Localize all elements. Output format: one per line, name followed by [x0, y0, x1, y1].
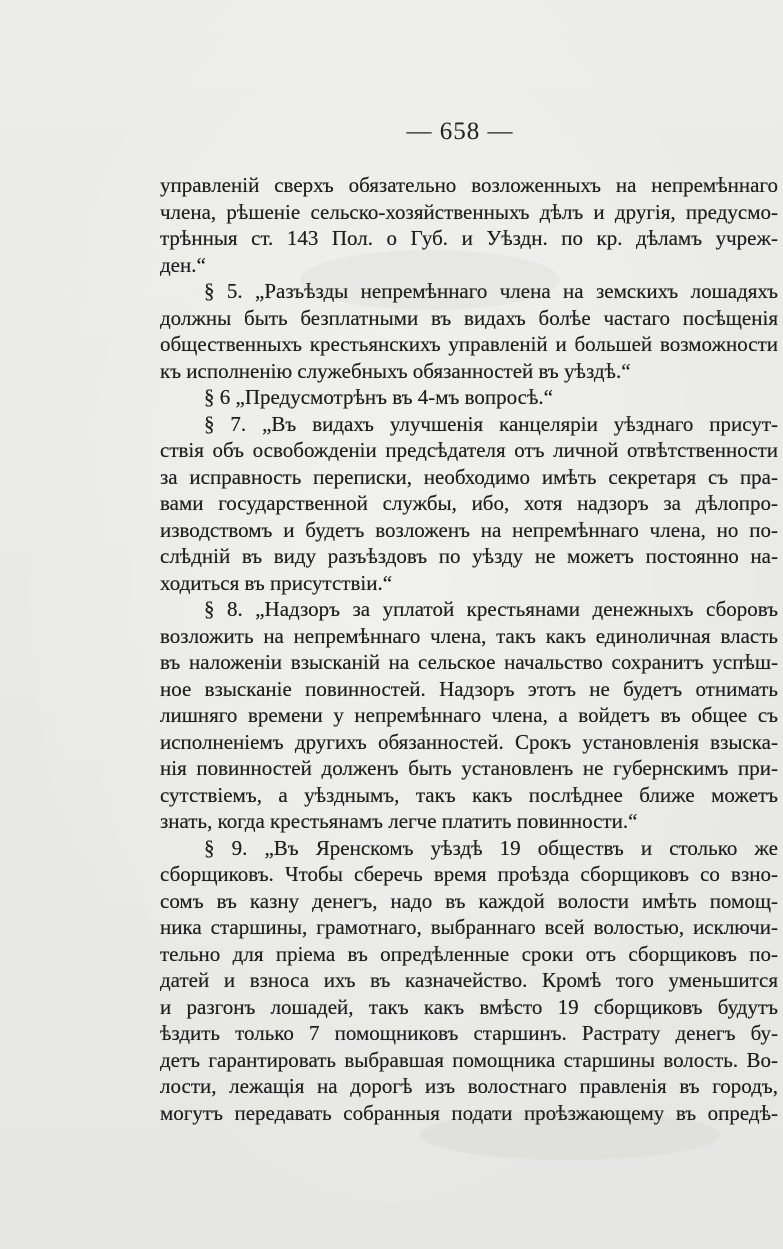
text-line: за исправность переписки, необходимо имѣть секретаря съ пра-: [160, 464, 778, 489]
text-line: тельно для пріема въ опредѣленные сроки отъ сборщиковъ по-: [160, 941, 778, 966]
text-line: детъ гарантировать выбравшая помощника старшины волость. Во-: [160, 1047, 778, 1072]
text-line: возложить на непремѣннаго члена, такъ какъ единоличная власть: [160, 623, 778, 648]
text-line: общественныхъ крестьянскихъ управленій и большей возможности: [160, 332, 778, 356]
text-line: должны быть безплатными въ видахъ болѣе частаго посѣщенія: [160, 305, 778, 330]
text-line: лишняго времени у непремѣннаго члена, а войдетъ въ общее съ: [160, 703, 778, 727]
text-line: изводствомъ и будетъ возложенъ на непремѣннаго члена, но по-: [160, 517, 778, 542]
text-line: и разгонъ лошадей, такъ какъ вмѣсто 19 сборщиковъ будутъ: [160, 994, 778, 1019]
text-line: § 9. „Въ Яренскомъ уѣздѣ 19 обществъ и столько же: [204, 835, 778, 860]
text-line: къ исполненію служебныхъ обязанностей въ уѣздѣ.“: [160, 358, 631, 383]
text-line: § 8. „Надзоръ за уплатой крестьянами денежныхъ сборовъ: [204, 597, 778, 621]
body-text: [160, 172, 778, 1126]
text-line: сомъ въ казну денегъ, надо въ каждой волости имѣть помощ-: [160, 888, 778, 913]
text-line: знать, когда крестьянамъ легче платить повинности.“: [160, 809, 638, 833]
text-line: могутъ передавать собранныя подати проѣзжающему въ опредѣ-: [160, 1100, 778, 1125]
text-line: ника старшины, грамотнаго, выбраннаго всей волостью, исключи-: [160, 915, 778, 939]
text-line: члена, рѣшеніе сельско-хозяйственныхъ дѣлъ и другія, предусмо-: [160, 199, 778, 224]
text-line: ствія объ освобожденіи предсѣдателя отъ личной отвѣтственности: [160, 438, 778, 462]
text-line: сборщиковъ. Чтобы сберечь время проѣзда сборщиковъ со взно-: [160, 862, 778, 886]
text-line: управленій сверхъ обязательно возложенныхъ на непремѣннаго: [160, 173, 778, 197]
text-line: вами государственной службы, ибо, хотя надзоръ за дѣлопро-: [160, 491, 778, 515]
text-line: трѣнныя ст. 143 Пол. о Губ. и Уѣздн. по кр. дѣламъ учреж-: [160, 226, 778, 250]
text-line: § 5. „Разъѣзды непремѣннаго члена на земскихъ лошадяхъ: [204, 279, 778, 303]
text-line: сутствіемъ, а уѣзднымъ, такъ какъ послѣднее ближе можетъ: [160, 782, 778, 807]
text-line: датей и взноса ихъ въ казначейство. Кромѣ того уменьшится: [160, 968, 778, 992]
text-line: нія повинностей долженъ быть установленъ не губернскимъ при-: [160, 756, 778, 780]
text-line: ѣздить только 7 помощниковъ старшинъ. Растрату денегъ бу-: [160, 1021, 778, 1045]
text-line: слѣдній въ виду разъѣздовъ по уѣзду не можетъ постоянно на-: [160, 544, 778, 568]
text-line: ходиться въ присутствіи.“: [160, 570, 393, 595]
text-line: § 6 „Предусмотрѣнъ въ 4-мъ вопросѣ.“: [204, 385, 553, 409]
page-number: — 658 —: [406, 118, 514, 145]
text-line: въ наложеніи взысканій на сельское начальство сохранитъ успѣш-: [160, 650, 778, 674]
text-line: лости, лежащія на дорогѣ изъ волостнаго правленія въ городъ,: [160, 1074, 778, 1098]
text-line: исполненіемъ другихъ обязанностей. Срокъ установленія взыска-: [160, 729, 778, 754]
text-line: ное взысканіе повинностей. Надзоръ этотъ не будетъ отнимать: [160, 676, 778, 701]
text-line: ден.“: [160, 252, 206, 277]
text-line: § 7. „Въ видахъ улучшенія канцеляріи уѣзднаго присут-: [204, 411, 778, 436]
